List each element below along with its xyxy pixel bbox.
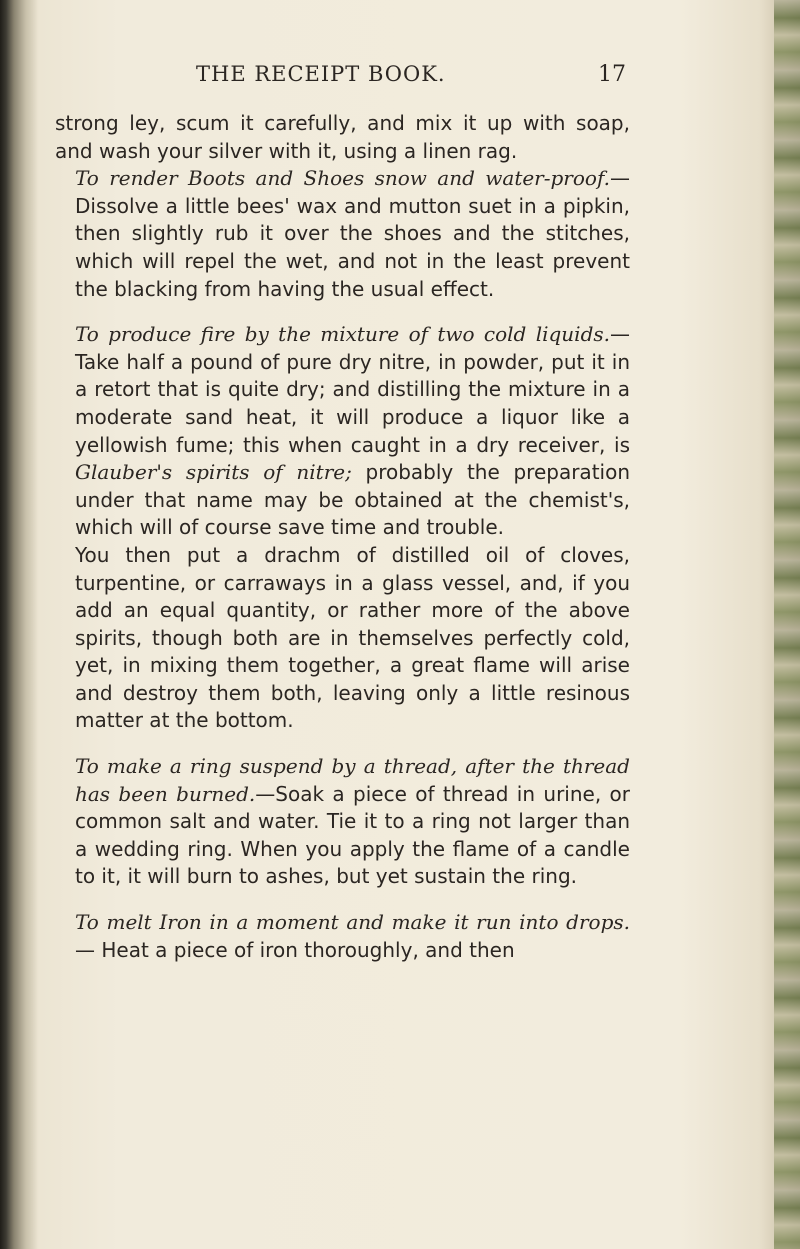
- paragraph-text: —Dissolve a little bees' wax and mutton suet in a pipkin, then slightly rub it over the shoes and the stitches, which will repel the wet, and not in the least prevent the blacking from having the usual effect.: [75, 166, 630, 301]
- paragraph-gap: [55, 891, 630, 909]
- running-head: THE RECEIPT BOOK.: [196, 62, 446, 86]
- paragraph-text: You then put a drachm of distilled oil of cloves, turpentine, or carraways in a glass vessel, and, if you add an equal quantity, or rather more of the above spirits, though both are in themselves perfectly cold, yet, in mixing them together, a great flame will arise and destroy them both, leaving only a little resinous matter at the bottom.: [75, 542, 630, 733]
- paragraph: [55, 110, 630, 165]
- italic-term: Glauber's spirits of nitre;: [75, 460, 352, 485]
- paragraph: [55, 909, 630, 964]
- paragraph: [55, 753, 630, 891]
- paragraph-text: —Take half a pound of pure dry nitre, in powder, put it in a retort that is quite dry; and distilling the mixture in a moderate sand heat, it will produce a liquor like a yellowish fume; this when caught in a dry receiver, is: [75, 322, 630, 457]
- page-header: [196, 62, 626, 96]
- paragraph-text: probably the preparation under that name may be obtained at the chemist's, which will of course save time and trouble.: [75, 460, 630, 540]
- left-binding-edge: [0, 0, 38, 1249]
- paragraph: [55, 542, 630, 735]
- paragraph-gap: [55, 735, 630, 753]
- paragraph-text: — Heat a piece of iron thoroughly, and then: [75, 937, 515, 962]
- page-number: 17: [598, 62, 626, 87]
- recipe-heading: To make a ring suspend by a thread, after the thread has been burned.: [75, 754, 630, 806]
- paragraph: [55, 321, 630, 542]
- recipe-heading: To render Boots and Shoes snow and water-proof.: [75, 166, 610, 191]
- right-binding-edge: [774, 0, 800, 1249]
- paragraph-text: strong ley, scum it carefully, and mix it up with soap, and wash your silver with it, using a linen rag.: [55, 111, 630, 163]
- recipe-heading: To produce fire by the mixture of two cold liquids.: [75, 322, 610, 347]
- recipe-heading: To melt Iron in a moment and make it run into drops.: [75, 910, 630, 935]
- paragraph-text: —Soak a piece of thread in urine, or common salt and water. Tie it to a ring not larger than a wedding ring. When you apply the flame of a candle to it, it will burn to ashes, but yet sustain the ring.: [75, 781, 631, 889]
- paragraph-gap: [55, 303, 630, 321]
- page-body: [55, 110, 630, 964]
- paragraph: [55, 165, 630, 303]
